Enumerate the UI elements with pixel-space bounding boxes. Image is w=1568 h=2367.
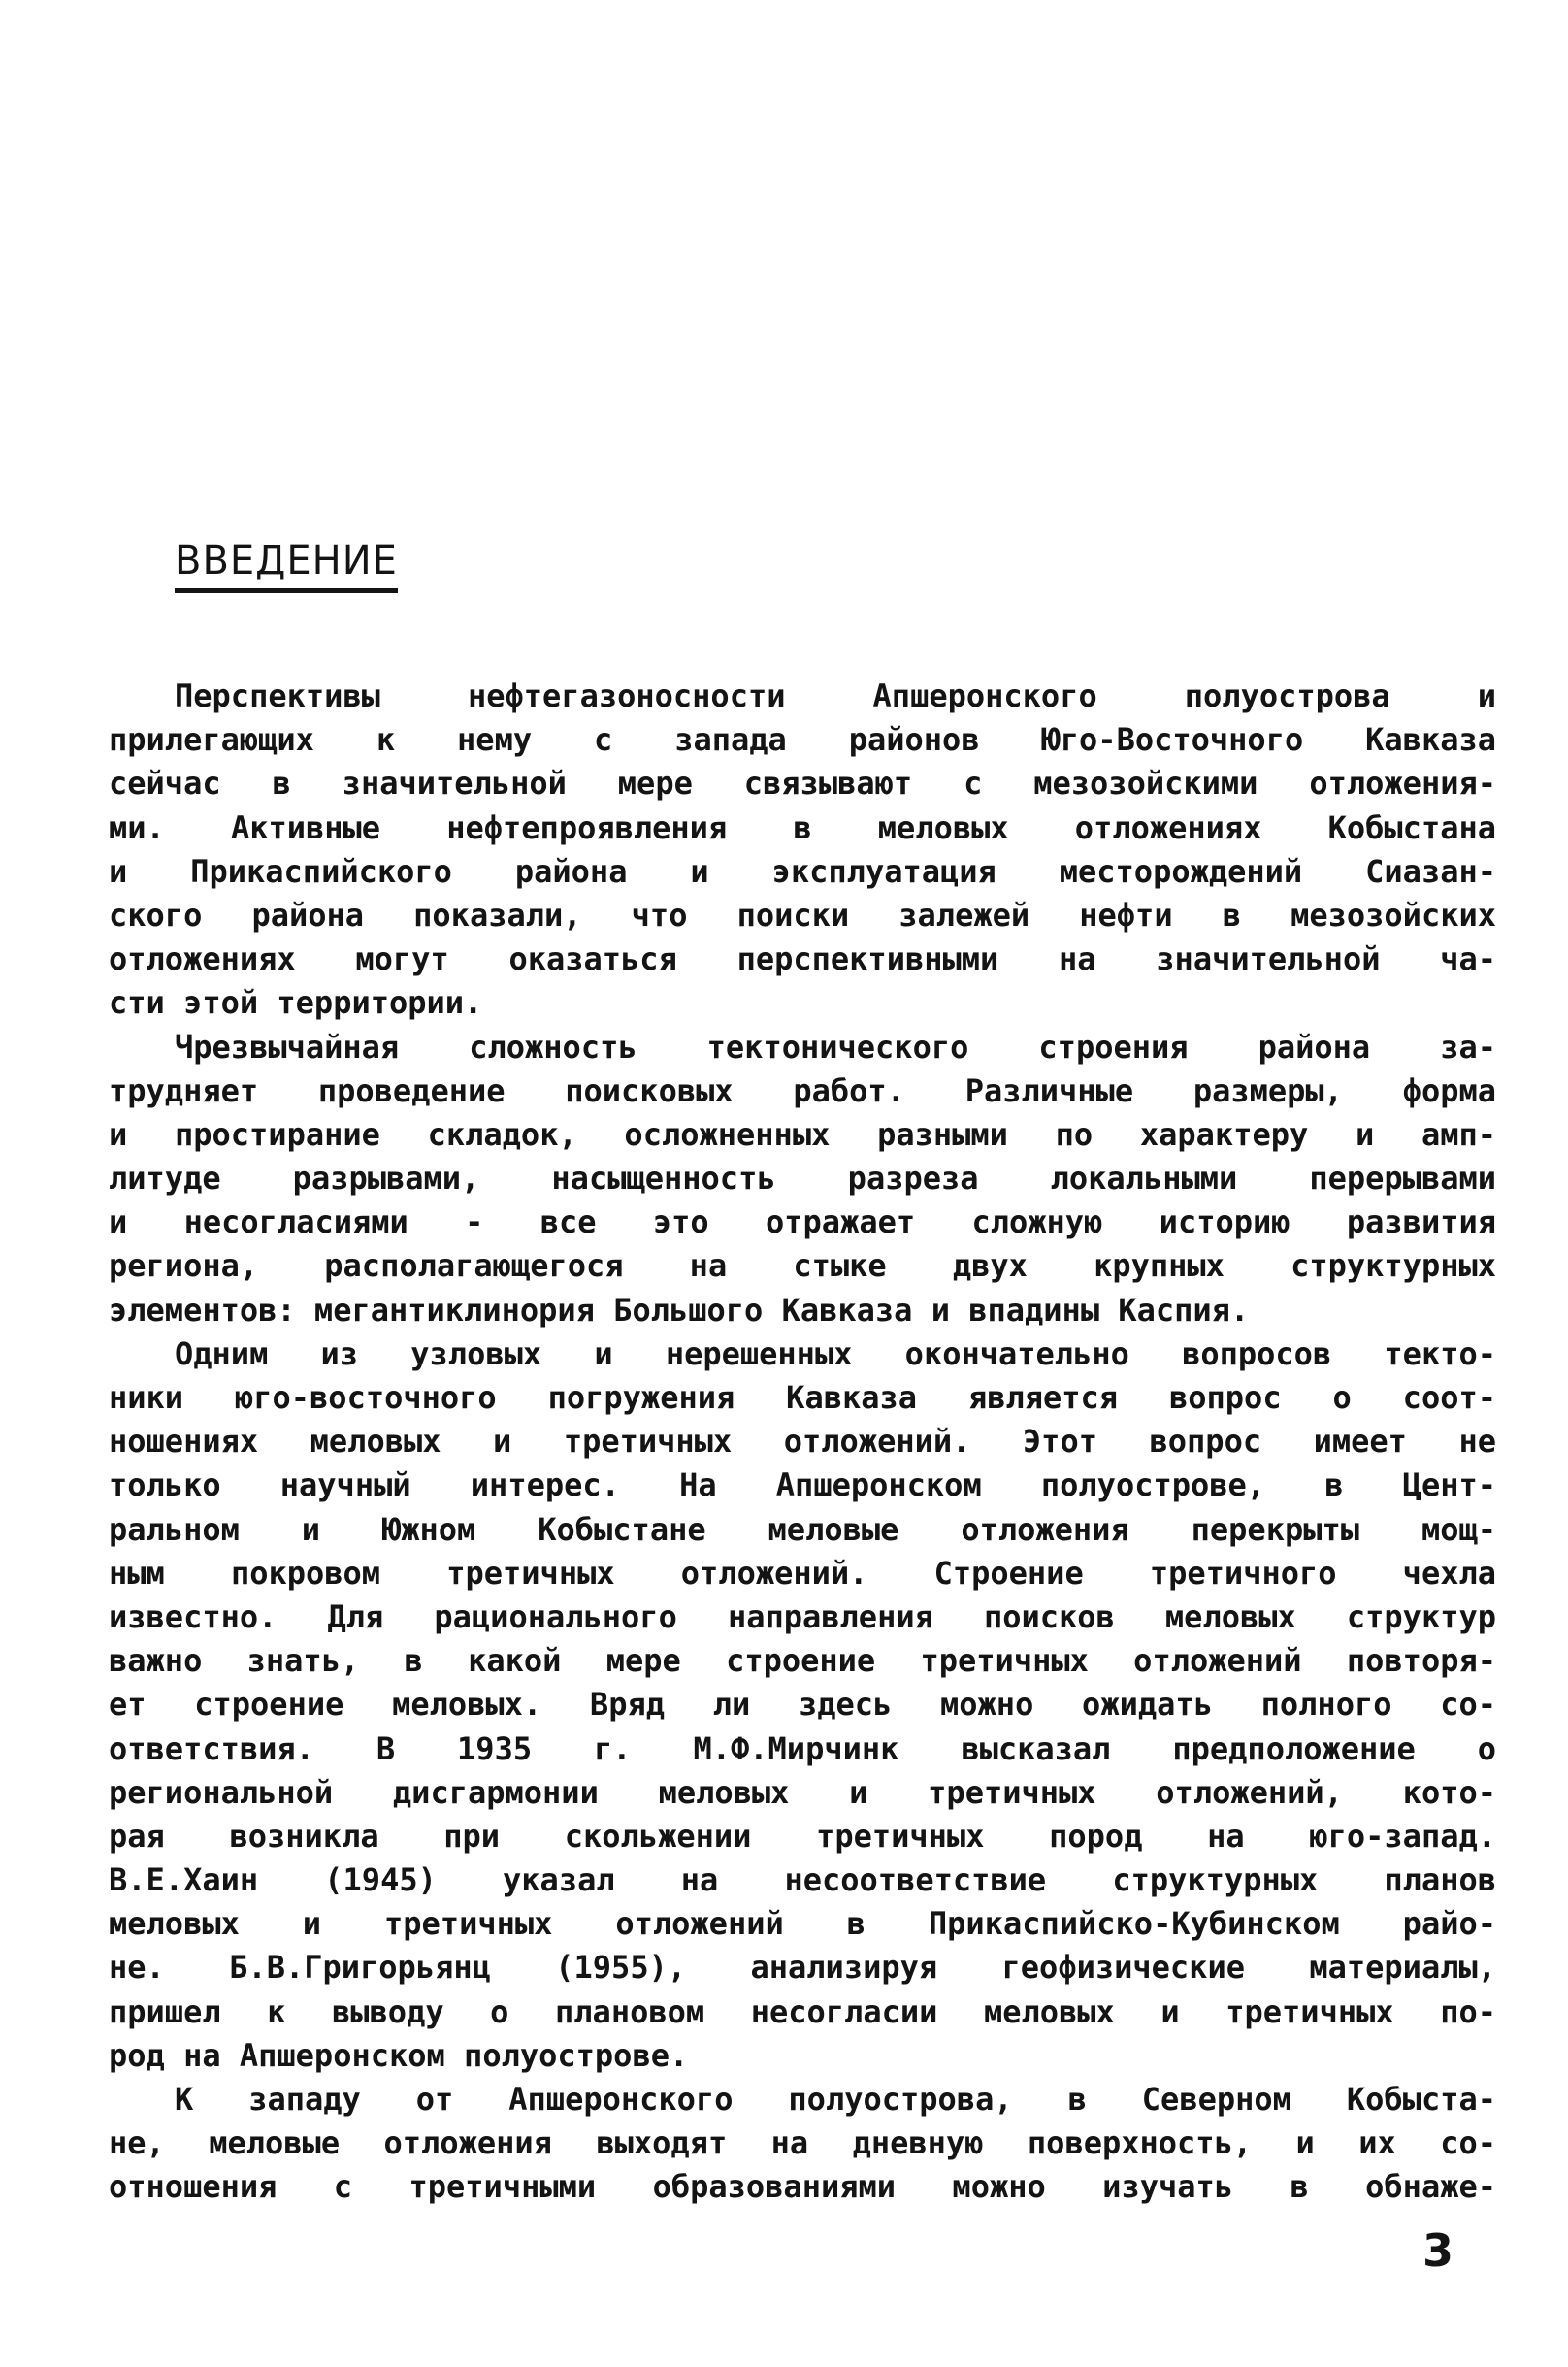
text-line: ет строение меловых. Вряд ли здесь можно ожидать полного со- [109, 1686, 1496, 1724]
text-line: ми. Активные нефтепроявления в меловых отложениях Кобыстана [109, 808, 1496, 846]
body-text [109, 674, 1496, 2210]
text-line: отношения с третичными образованиями можно изучать в обнаже- [109, 2168, 1496, 2206]
text-line: ники юго-восточного погружения Кавказа является вопрос о соот- [109, 1379, 1496, 1416]
text-line: рая возникла при скольжении третичных пород на юго-запад. [109, 1817, 1496, 1855]
text-line: Одним из узловых и нерешенных окончательно вопросов текто- [175, 1334, 1496, 1372]
text-line: только научный интерес. На Апшеронском полуострове, в Цент- [109, 1466, 1496, 1504]
text-line: пришел к выводу о плановом несогласии меловых и третичных по- [109, 1992, 1496, 2030]
text-line: сейчас в значительной мере связывают с мезозойскими отложения- [109, 765, 1496, 803]
paragraph [109, 1332, 1496, 2078]
section-heading: ВВЕДЕНИЕ [175, 542, 398, 593]
text-line: сти этой территории. [109, 984, 483, 1022]
text-line: литуде разрывами, насыщенность разреза локальными перерывами [109, 1160, 1496, 1198]
text-line: ответствия. В 1935 г. М.Ф.Мирчинк высказал предположение о [109, 1729, 1496, 1767]
text-line: региона, располагающегося на стыке двух крупных структурных [109, 1247, 1496, 1285]
text-line: К западу от Апшеронского полуострова, в Северном Кобыста- [175, 2081, 1496, 2118]
text-line: и несогласиями - все это отражает сложную историю развития [109, 1203, 1496, 1241]
text-line: не, меловые отложения выходят на дневную поверхность, и их со- [109, 2124, 1496, 2162]
text-line: элементов: мегантиклинория Большого Кавказа и впадины Каспия. [109, 1291, 1250, 1329]
text-line: и простирание складок, осложненных разными по характеру и амп- [109, 1115, 1496, 1153]
text-line: известно. Для рационального направления поисков меловых структур [109, 1597, 1496, 1635]
text-line: ным покровом третичных отложений. Строение третичного чехла [109, 1554, 1496, 1592]
text-line: прилегающих к нему с запада районов Юго-Восточного Кавказа [109, 721, 1496, 759]
text-line: не. Б.В.Григорьянц (1955), анализируя геофизические материалы, [109, 1949, 1496, 1987]
text-line: трудняет проведение поисковых работ. Различные размеры, форма [109, 1071, 1496, 1109]
paragraph [109, 674, 1496, 1026]
text-line: Чрезвычайная сложность тектонического строения района за- [175, 1028, 1496, 1066]
text-line: ношениях меловых и третичных отложений. Этот вопрос имеет не [109, 1423, 1496, 1461]
text-line: важно знать, в какой мере строение третичных отложений повторя- [109, 1642, 1496, 1680]
text-line: ральном и Южном Кобыстане меловые отложения перекрыты мощ- [109, 1510, 1496, 1548]
text-line: род на Апшеронском полуострове. [109, 2036, 689, 2074]
text-line: ского района показали, что поиски залежей нефти в мезозойских [109, 896, 1496, 934]
paragraph [109, 1026, 1496, 1332]
text-line: Перспективы нефтегазоносности Апшеронского полуострова и [175, 677, 1496, 714]
text-line: меловых и третичных отложений в Прикаспийско-Кубинском райо- [109, 1905, 1496, 1943]
paragraph [109, 2078, 1496, 2210]
text-line: отложениях могут оказаться перспективными на значительной ча- [109, 940, 1496, 978]
text-line: В.Е.Хаин (1945) указал на несоответствие структурных планов [109, 1861, 1496, 1899]
text-line: и Прикаспийского района и эксплуатация месторождений Сиазан- [109, 852, 1496, 890]
page-number: 3 [1421, 2224, 1454, 2277]
text-line: региональной дисгармонии меловых и третичных отложений, кото- [109, 1773, 1496, 1811]
